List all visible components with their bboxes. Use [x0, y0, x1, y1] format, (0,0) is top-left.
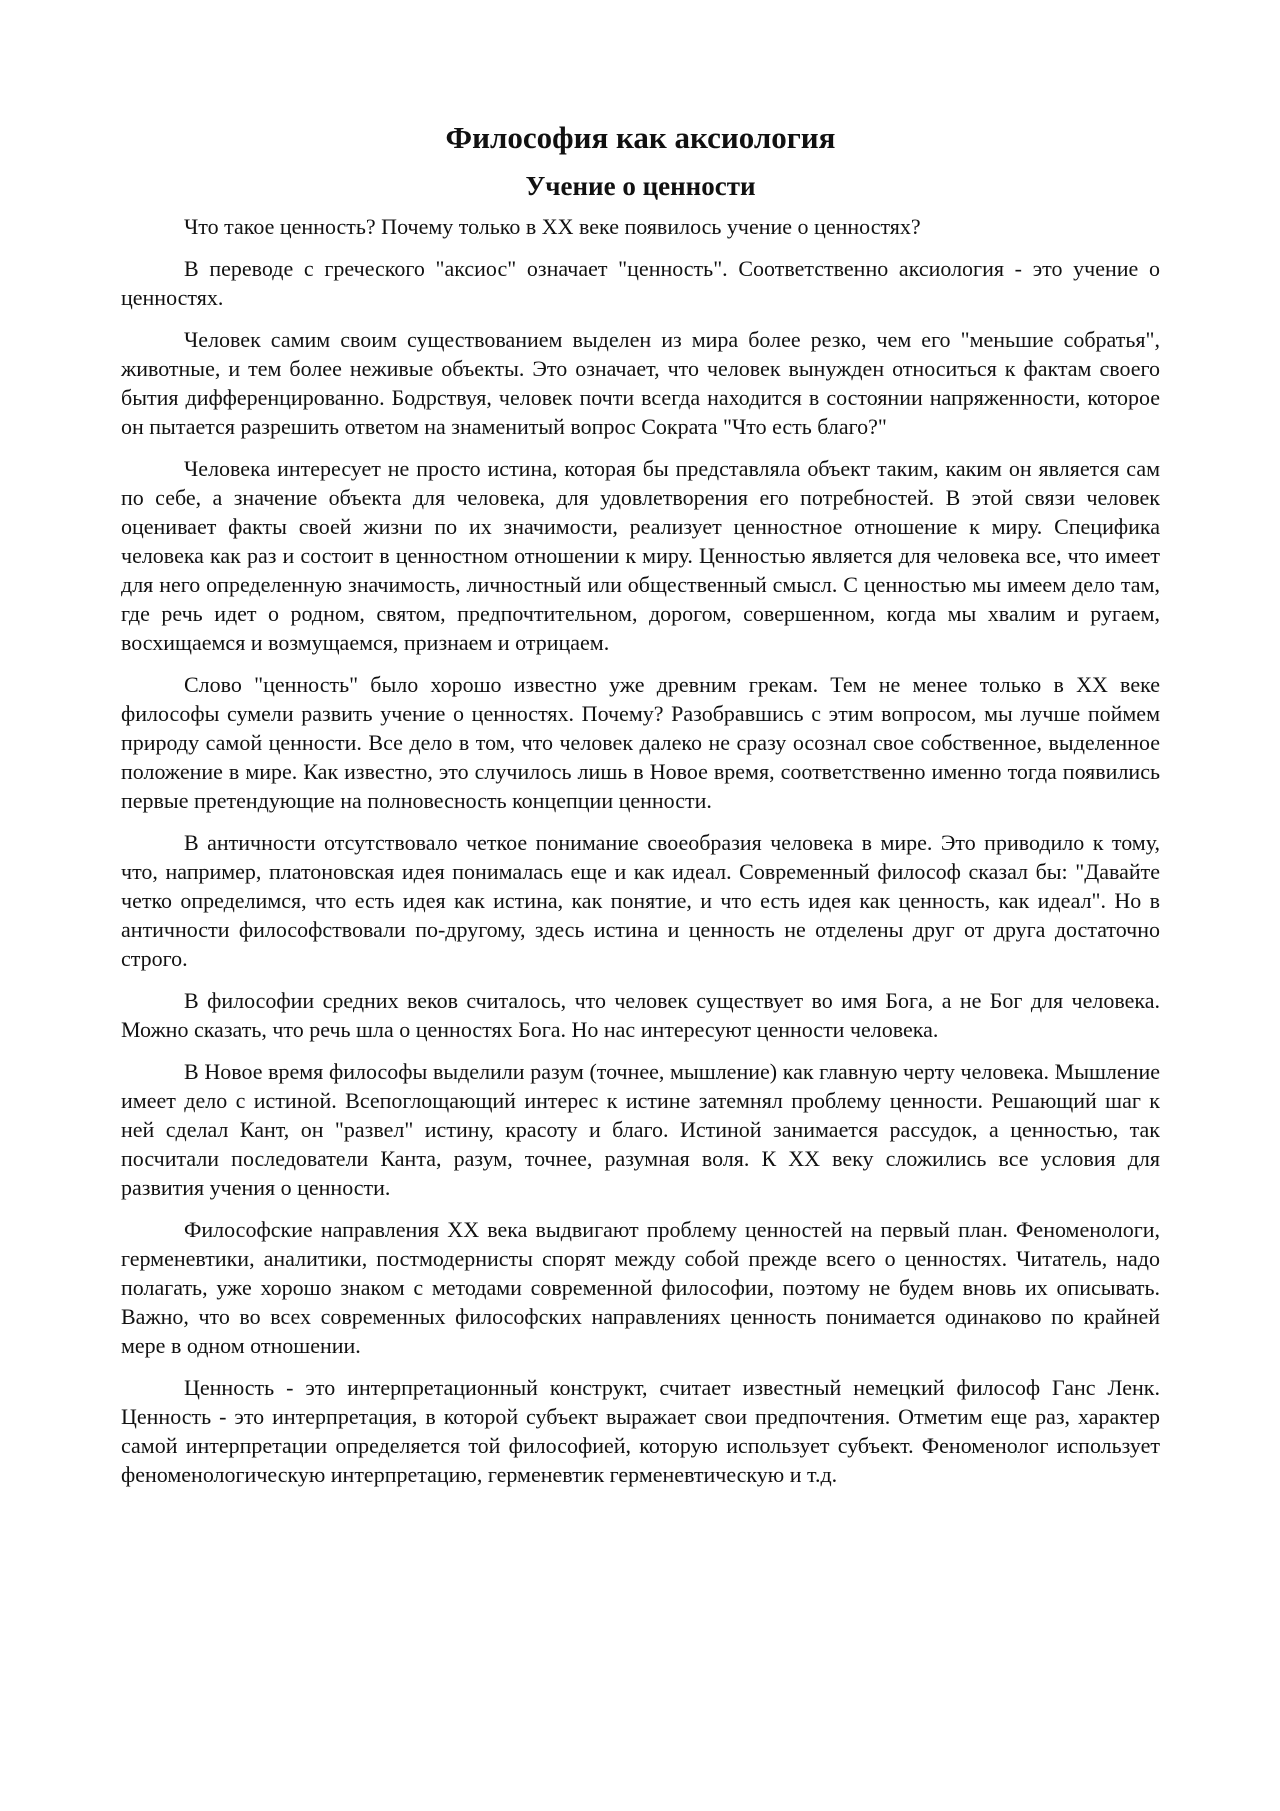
document-subtitle: Учение о ценности: [525, 171, 756, 201]
paragraph-10: Ценность - это интерпретационный конструкт, считает известный немецкий философ Ганс Ленк. Ценность - это интерпретация, в которой субъект выражает свои предпочтения. Отметим еще раз, характер самой интерпретации определяется той философией, которую использует субъект. Феноменолог использует феноменологическую интерпретацию, герменевтик герменевтическую и т.д.: [121, 1375, 1160, 1487]
paragraph-6: В античности отсутствовало четкое понимание своеобразия человека в мире. Это приводило к тому, что, например, платоновская идея понималась еще и как идеал. Современный философ сказал бы: "Давайте четко определимся, что есть идея как истина, как понятие, и что есть идея как ценность, как идеал". Но в античности философствовали по-другому, здесь истина и ценность не отделены друг от друга достаточно строго.: [121, 830, 1160, 971]
paragraph-8: В Новое время философы выделили разум (точнее, мышление) как главную черту человека. Мышление имеет дело с истиной. Всепоглощающий интерес к истине затемнял проблему ценности. Решающий шаг к ней сделал Кант, он "развел" истину, красоту и благо. Истиной занимается рассудок, а ценностью, так посчитали последователи Канта, разум, точнее, разумная воля. К XX веку сложились все условия для развития учения о ценности.: [121, 1059, 1160, 1200]
paragraph-3: Человек самим своим существованием выделен из мира более резко, чем его "меньшие собратья", животные, и тем более неживые объекты. Это означает, что человек вынужден относиться к фактам своего бытия дифференцированно. Бодрствуя, человек почти всегда находится в состоянии напряженности, которое он пытается разрешить ответом на знаменитый вопрос Сократа "Что есть благо?": [121, 327, 1160, 439]
document-body: [121, 118, 1160, 1502]
paragraph-4: Человека интересует не просто истина, которая бы представляла объект таким, каким он является сам по себе, а значение объекта для человека, для удовлетворения его потребностей. В этой связи человек оценивает факты своей жизни по их значимости, реализует ценностное отношение к миру. Специфика человека как раз и состоит в ценностном отношении к миру. Ценностью является для человека все, что имеет для него определенную значимость, личностный или общественный смысл. С ценностью мы имеем дело там, где речь идет о родном, святом, предпочтительном, дорогом, совершенном, когда мы хвалим и ругаем, восхищаемся и возмущаемся, признаем и отрицаем.: [121, 456, 1160, 655]
paragraph-1: Что такое ценность? Почему только в XX веке появилось учение о ценностях?: [184, 214, 921, 239]
paragraph-7: В философии средних веков считалось, что человек существует во имя Бога, а не Бог для человека. Можно сказать, что речь шла о ценностях Бога. Но нас интересуют ценности человека.: [121, 988, 1160, 1042]
document-title: Философия как аксиология: [445, 120, 836, 155]
paragraph-5: Слово "ценность" было хорошо известно уже древним грекам. Тем не менее только в XX веке философы сумели развить учение о ценностях. Почему? Разобравшись с этим вопросом, мы лучше поймем природу самой ценности. Все дело в том, что человек далеко не сразу осознал свое собственное, выделенное положение в мире. Как известно, это случилось лишь в Новое время, соответственно именно тогда появились первые претендующие на полновесность концепции ценности.: [121, 672, 1160, 813]
paragraph-2: В переводе с греческого "аксиос" означает "ценность". Соответственно аксиология - это учение о ценностях.: [121, 256, 1160, 310]
paragraph-9: Философские направления XX века выдвигают проблему ценностей на первый план. Феноменологи, герменевтики, аналитики, постмодернисты спорят между собой прежде всего о ценностях. Читатель, надо полагать, уже хорошо знаком с методами современной философии, поэтому не будем вновь их описывать. Важно, что во всех современных философских направлениях ценность понимается одинаково по крайней мере в одном отношении.: [121, 1217, 1160, 1358]
